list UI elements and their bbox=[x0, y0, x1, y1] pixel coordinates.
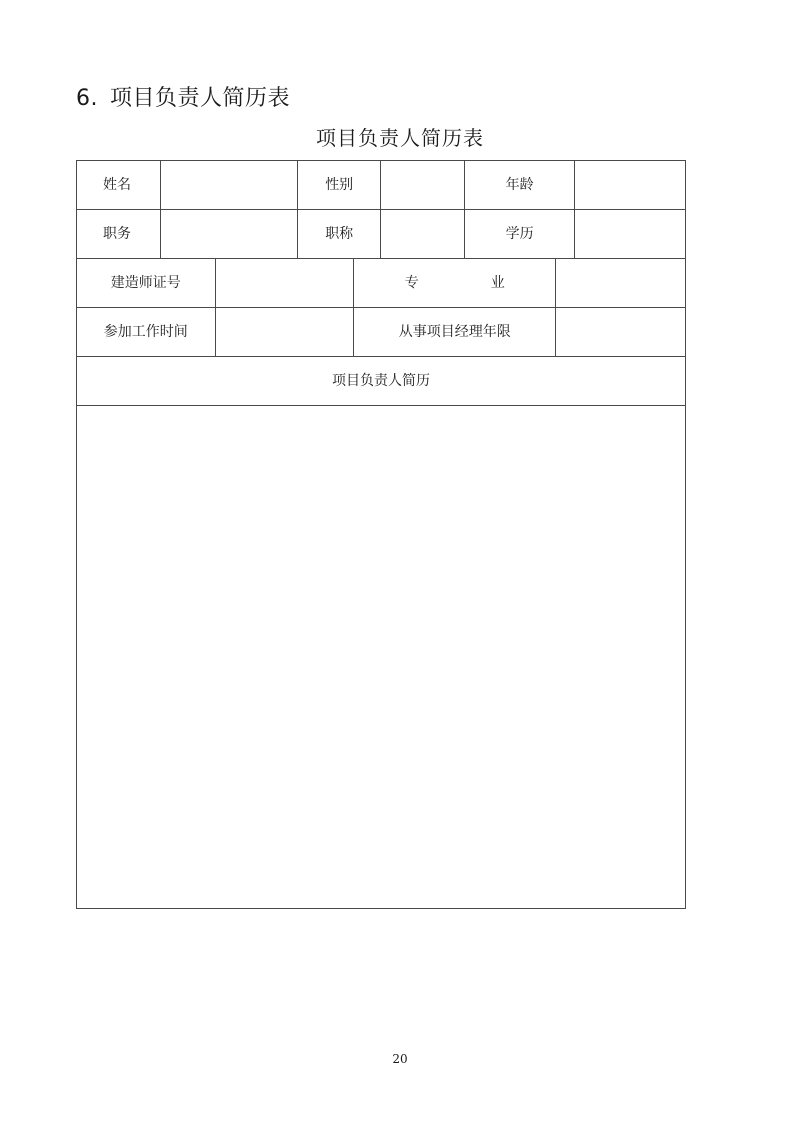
title-label: 职称 bbox=[298, 210, 381, 258]
table-title: 项目负责人简历表 bbox=[316, 126, 484, 150]
name-label: 姓名 bbox=[77, 161, 161, 209]
pm-years-field[interactable] bbox=[556, 308, 685, 356]
gender-field[interactable] bbox=[381, 161, 465, 209]
major-label-part2: 业 bbox=[490, 275, 505, 291]
certificate-field[interactable] bbox=[216, 259, 355, 307]
section-heading bbox=[76, 84, 290, 114]
title-field[interactable] bbox=[381, 210, 465, 258]
table-row-job-info bbox=[77, 210, 685, 259]
position-label: 职务 bbox=[77, 210, 161, 258]
resume-header: 项目负责人简历 bbox=[332, 373, 430, 389]
page-number: 20 bbox=[392, 1052, 408, 1066]
certificate-label: 建造师证号 bbox=[77, 259, 216, 307]
table-row-work-history bbox=[77, 308, 685, 357]
table-row-certificate bbox=[77, 259, 685, 308]
resume-body-field[interactable] bbox=[77, 406, 685, 908]
section-number: 6. bbox=[76, 86, 98, 111]
work-start-label: 参加工作时间 bbox=[77, 308, 216, 356]
position-field[interactable] bbox=[161, 210, 299, 258]
major-label bbox=[354, 259, 556, 307]
age-label: 年龄 bbox=[465, 161, 576, 209]
work-start-field[interactable] bbox=[216, 308, 355, 356]
table-row-basic-info bbox=[77, 161, 685, 210]
table-row-resume-header bbox=[77, 357, 685, 406]
age-field[interactable] bbox=[575, 161, 685, 209]
pm-years-label: 从事项目经理年限 bbox=[354, 308, 556, 356]
resume-table bbox=[76, 160, 686, 909]
name-field[interactable] bbox=[161, 161, 299, 209]
gender-label: 性别 bbox=[298, 161, 381, 209]
major-field[interactable] bbox=[556, 259, 685, 307]
education-field[interactable] bbox=[575, 210, 685, 258]
education-label: 学历 bbox=[465, 210, 576, 258]
section-title: 项目负责人简历表 bbox=[110, 86, 291, 111]
major-label-part1: 专 bbox=[404, 275, 419, 291]
